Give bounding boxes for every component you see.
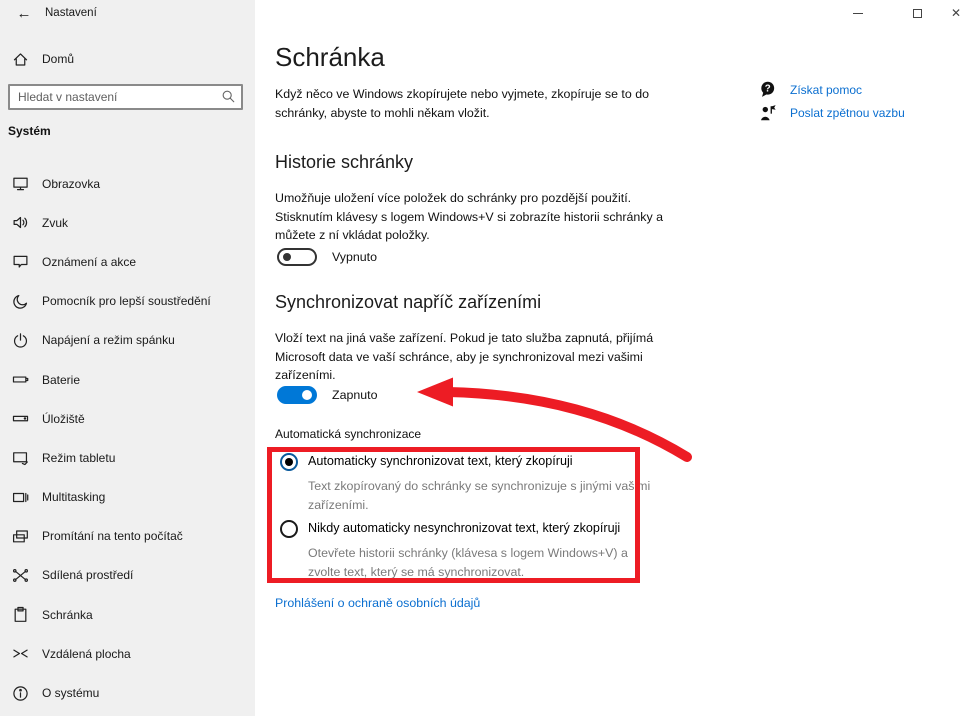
minimize-icon [853, 13, 863, 14]
sidebar-item-notifications[interactable]: Oznámení a akce [0, 242, 255, 281]
sidebar-item-storage[interactable]: Úložiště [0, 399, 255, 438]
radio-button-icon[interactable] [280, 453, 298, 471]
sidebar-item-shared-experiences[interactable]: Sdílená prostředí [0, 556, 255, 595]
toggle-knob [283, 253, 291, 261]
sidebar-item-projecting[interactable]: Promítání na tento počítač [0, 517, 255, 556]
toggle-knob [302, 390, 312, 400]
battery-icon [12, 371, 29, 388]
projecting-icon [12, 528, 29, 545]
sidebar-item-tablet-mode[interactable]: Režim tabletu [0, 438, 255, 477]
power-icon [12, 332, 29, 349]
sidebar-item-sound[interactable]: Zvuk [0, 203, 255, 242]
sidebar [0, 0, 255, 716]
search-icon[interactable] [221, 89, 236, 104]
page-title: Schránka [275, 42, 385, 72]
maximize-button[interactable] [904, 0, 930, 26]
settings-search [8, 84, 243, 110]
sidebar-item-about[interactable]: O systému [0, 673, 255, 712]
sidebar-item-power-sleep[interactable]: Napájení a režim spánku [0, 321, 255, 360]
sync-description: Vloží text na jiná vaše zařízení. Pokud je tato služba zapnutá, přijímá Microsoft data ve vaší schránce, aby je synchronizoval mezi vašimi zařízeními. [275, 331, 654, 383]
sidebar-item-home[interactable] [0, 44, 255, 74]
privacy-statement-link[interactable]: Prohlášení o ochraně osobních údajů [275, 596, 481, 610]
sound-icon [12, 214, 29, 231]
remote-desktop-icon [12, 645, 29, 662]
about-icon [12, 685, 29, 702]
display-icon [12, 175, 29, 192]
send-feedback-link[interactable]: Poslat zpětnou vazbu [759, 104, 905, 122]
history-description: Umožňuje uložení více položek do schránky pro pozdější použití. Stisknutím klávesy s logem Windows+V si zobrazíte historii schránky a můžete z ní vkládat položky. [275, 191, 664, 243]
get-help-link[interactable]: ? Získat pomoc [758, 80, 862, 99]
sidebar-item-remote-desktop[interactable]: Vzdálená plocha [0, 634, 255, 673]
sync-toggle-label: Zapnuto [332, 388, 378, 402]
back-button[interactable] [11, 2, 37, 24]
sync-heading: Synchronizovat napříč zařízeními [275, 292, 542, 312]
sidebar-item-display[interactable]: Obrazovka [0, 164, 255, 203]
sidebar-item-label: Domů [42, 52, 75, 66]
sidebar-item-battery[interactable]: Baterie [0, 360, 255, 399]
shared-experiences-icon [12, 567, 29, 584]
sidebar-item-clipboard[interactable]: Schránka [0, 595, 255, 634]
window-title: Nastavení [45, 7, 97, 19]
auto-sync-label: Automatická synchronizace [275, 427, 422, 441]
svg-text:?: ? [764, 83, 771, 95]
tablet-mode-icon [12, 449, 29, 466]
back-arrow-icon: ← [16, 4, 32, 22]
history-heading: Historie schránky [275, 152, 414, 172]
close-icon: ✕ [950, 6, 962, 20]
history-toggle[interactable] [277, 248, 317, 266]
clipboard-icon [12, 606, 29, 623]
search-input[interactable] [8, 84, 243, 110]
sidebar-section-label: Systém [8, 124, 51, 138]
settings-window: ← Nastavení Domů Hledat v nastavení Systém Obrazovka Zvuk Oznámení a akce Pomocník pro lepší soustředění Napájení a režim spánku Baterie Úložiště Režim tabletu Multitasking Promítání na tento počítač Sdílená prostředí Schránka Vzdálená plocha O systému ✕ Schránka Když něco ve Windows zkopírujete nebo vyjmete, zkopíruje se to do schránky, abyste to mohli někam vložit. Historie schránky Umožňuje uložení více položek do schránky pro pozdější použití. Stisknutím klávesy s logem Windows+V si zobrazíte historii schránky a můžete z ní vkládat položky. Vypnuto Synchronizovat napříč zařízeními Vloží text na jiná vaše zařízení. Pokud je tato služba zapnutá, přijímá Microsoft data ve vaší schránce, aby je synchronizoval mezi vašimi zařízeními. Zapnuto Automatická synchronizace Automaticky synchronizovat text, který zkopíruji Text zkopírovaný do schránky se synchronizuje s jinými vašimi zařízeními. Nikdy automaticky nesynchronizovat text, který zkopíruji Otevřete historii schránky (klávesa s logem Windows+V) a zvolte text, který se má synchronizovat. Prohlášení o ochraně osobních údajů ? Získat pomoc Poslat zpětnou vazbu [0, 0, 971, 716]
get-help-icon [758, 80, 777, 99]
focus-assist-icon [12, 293, 29, 310]
multitasking-icon [12, 489, 29, 506]
radio-button-icon[interactable] [280, 520, 298, 538]
page-intro: Když něco ve Windows zkopírujete nebo vyjmete, zkopíruje se to do schránky, abyste to mohli někam vložit. [275, 87, 649, 120]
home-icon [12, 51, 29, 68]
sync-toggle[interactable] [277, 386, 317, 404]
feedback-icon [759, 104, 777, 122]
maximize-icon [913, 9, 922, 18]
sidebar-item-multitasking[interactable]: Multitasking [0, 478, 255, 517]
storage-icon [12, 410, 29, 427]
notifications-icon [12, 253, 29, 270]
close-button[interactable] [943, 0, 969, 26]
minimize-button[interactable] [845, 0, 871, 26]
history-toggle-label: Vypnuto [332, 250, 378, 264]
sidebar-nav [0, 164, 255, 713]
sidebar-item-focus-assist[interactable]: Pomocník pro lepší soustředění [0, 282, 255, 321]
